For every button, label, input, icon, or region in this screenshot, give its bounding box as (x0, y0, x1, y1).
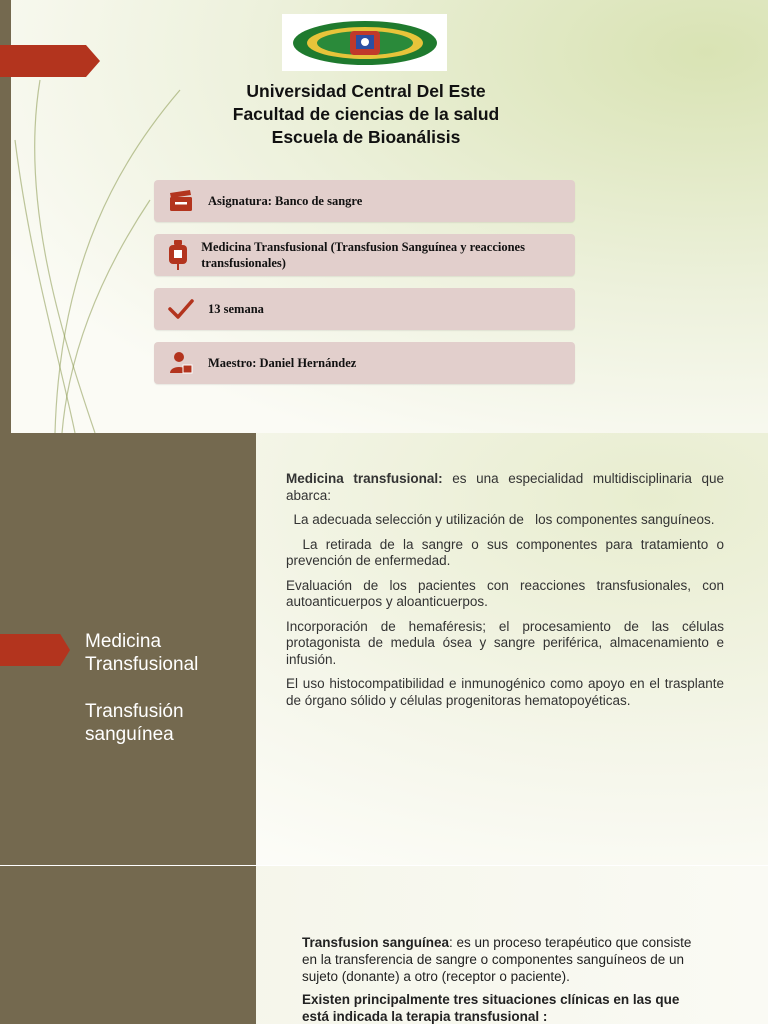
card-subject-text: Asignatura: Banco de sangre (208, 194, 363, 208)
definition-slide (0, 866, 768, 1024)
accent-arrow (0, 634, 70, 666)
list-item: El uso histocompatibilidad e inmunogénico como apoyo en el trasplante de órgano sólido y células progenitoras hematopoyéticas. (286, 676, 724, 708)
institution-heading (180, 80, 552, 149)
school-name: Escuela de Bioanálisis (271, 127, 461, 147)
definition-body (302, 934, 706, 1024)
accent-arrow (0, 45, 100, 77)
intro-rest: es una especialidad multidisciplinaria que abarca: (286, 471, 724, 503)
faculty-name: Facultad de ciencias de la salud (232, 104, 500, 124)
card-teacher-text: Maestro: Daniel Hernández (208, 356, 357, 370)
list-item: La adecuada selección y utilización de los componentes sanguíneos. (286, 512, 715, 527)
university-logo (282, 14, 447, 71)
card-subject (154, 180, 575, 222)
checkmark-icon (154, 298, 208, 320)
list-item: La retirada de la sangre o sus componentes para tratamiento o prevención de enfermedad. (286, 536, 728, 568)
section-panel (0, 866, 256, 1024)
intro-term: Medicina transfusional: (286, 471, 443, 486)
panel-subtitle: Transfusión sanguínea (85, 701, 184, 745)
clapperboard-icon (154, 190, 208, 212)
title-slide (0, 0, 768, 433)
definition-paragraph (302, 934, 706, 985)
definition-text: : es un proceso terapéutico que consiste en la transferencia de sangre o componentes sanguíneos de un sujeto (donante) a otro (receptor o paciente). (302, 935, 692, 984)
intro-paragraph (286, 471, 724, 504)
content-body (286, 471, 728, 717)
blood-bag-icon (154, 240, 201, 270)
teacher-icon (154, 351, 208, 375)
panel-title: Medicina Transfusional (85, 631, 199, 675)
list-item: Incorporación de hemaféresis; el procesamiento de las células protagonista de medula ósea y sangre periférica, almacenamiento e infusión. (286, 618, 724, 667)
card-week-text: 13 semana (208, 302, 264, 316)
content-slide (0, 433, 768, 865)
card-topic-text: Medicina Transfusional (Transfusion Sanguínea y reacciones transfusionales) (201, 240, 525, 270)
definition-term: Transfusion sanguínea (302, 935, 450, 950)
card-teacher (154, 342, 575, 384)
situations-heading: Existen principalmente tres situaciones clínicas en las que está indicada la terapia transfusional : (302, 992, 680, 1024)
card-week (154, 288, 575, 330)
card-topic (154, 234, 575, 276)
list-item: Evaluación de los pacientes con reacciones transfusionales, con autoanticuerpos y aloanticuerpos. (286, 577, 724, 609)
university-name: Universidad Central Del Este (246, 81, 486, 101)
